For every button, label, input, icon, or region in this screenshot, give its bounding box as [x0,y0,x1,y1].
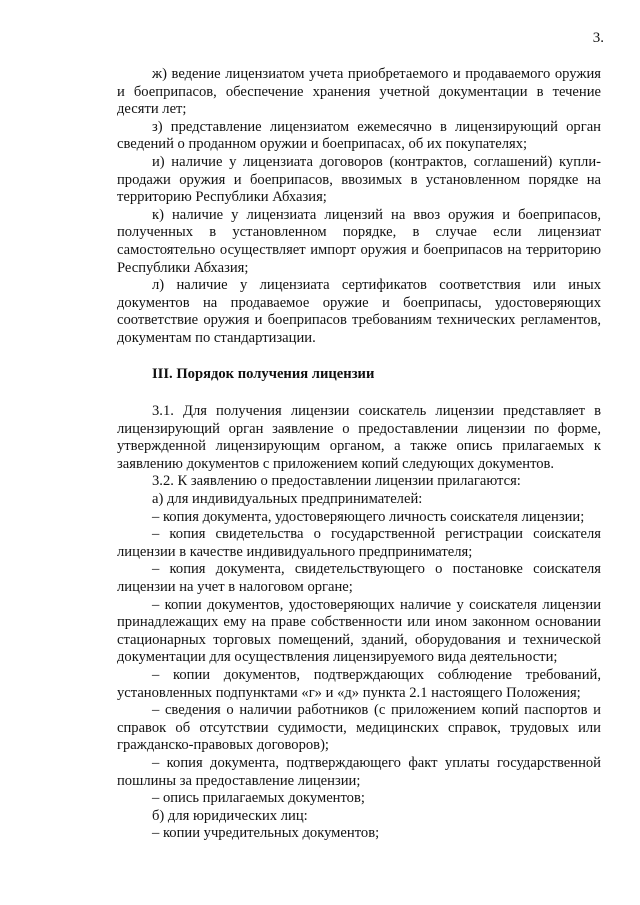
list-item: – сведения о наличии работников (с приложением копий паспортов и справок об отсутствии судимости, медицинских справок, трудовых или гражданско-правовых договоров); [117,702,601,754]
paragraph-3-1: 3.1. Для получения лицензии соискатель лицензии представляет в лицензирующий орган заявление о предоставлении лицензии по форме, утвержденной лицензирующим органом, а также опись прилагаемых к заявлению документов с приложением копий следующих документов. [117,403,601,472]
paragraph-item-zh: ж) ведение лицензиатом учета приобретаемого и продаваемого оружия и боеприпасов, обеспечение хранения учетной документации в течение десяти лет; [117,66,601,118]
paragraph-3-2: 3.2. К заявлению о предоставлении лицензии прилагаются: [152,473,521,490]
paragraph-item-l: л) наличие у лицензиата сертификатов соответствия или иных документов на продаваемое оружие и боеприпасы, удостоверяющих соответствие оружия и боеприпасов требованиям технических регламентов, документам по стандартизации. [117,277,601,346]
subitem-b-heading: б) для юридических лиц: [152,807,308,824]
paragraph-item-z: з) представление лицензиатом ежемесячно в лицензирующий орган сведений о проданном оружии и боеприпасах, об их покупателях; [117,118,601,153]
spacer [117,383,601,403]
list-item: – копия документа, свидетельствующего о постановке соискателя лицензии на учет в налоговом органе; [117,561,601,596]
list-item: – копии документов, удостоверяющих наличие у соискателя лицензии принадлежащих ему на праве собственности или ином законном основании стационарных торговых помещений, зданий, оборудования и технической документации для осуществления лицензируемого вида деятельности; [117,596,601,666]
document-body [117,66,601,843]
section-heading: III. Порядок получения лицензии [152,365,375,382]
list-item: – копии учредительных документов; [152,825,380,842]
list-item: – опись прилагаемых документов; [152,790,365,807]
subitem-a-heading: а) для индивидуальных предпринимателей: [152,491,423,508]
paragraph-item-i: и) наличие у лицензиата договоров (контрактов, соглашений) купли-продажи оружия и боеприпасов, ввозимых в установленном порядке на территорию Республики Абхазия; [117,153,601,206]
paragraph-item-k: к) наличие у лицензиата лицензий на ввоз оружия и боеприпасов, полученных в установленном порядке, в случае если лицензиат самостоятельно осуществляет импорт оружия и боеприпасов на территорию Республики Абхазия; [117,206,601,276]
spacer [117,348,601,366]
list-item: – копия свидетельства о государственной регистрации соискателя лицензии в качестве индивидуального предпринимателя; [117,526,601,560]
list-item: – копии документов, подтверждающих соблюдение требований, установленных подпунктами «г» и «д» пункта 2.1 настоящего Положения; [117,667,601,701]
list-item: – копия документа, удостоверяющего личность соискателя лицензии; [152,508,585,525]
page-number: 3. [592,30,604,46]
list-item: – копия документа, подтверждающего факт уплаты государственной пошлины за предоставление лицензии; [117,754,601,789]
